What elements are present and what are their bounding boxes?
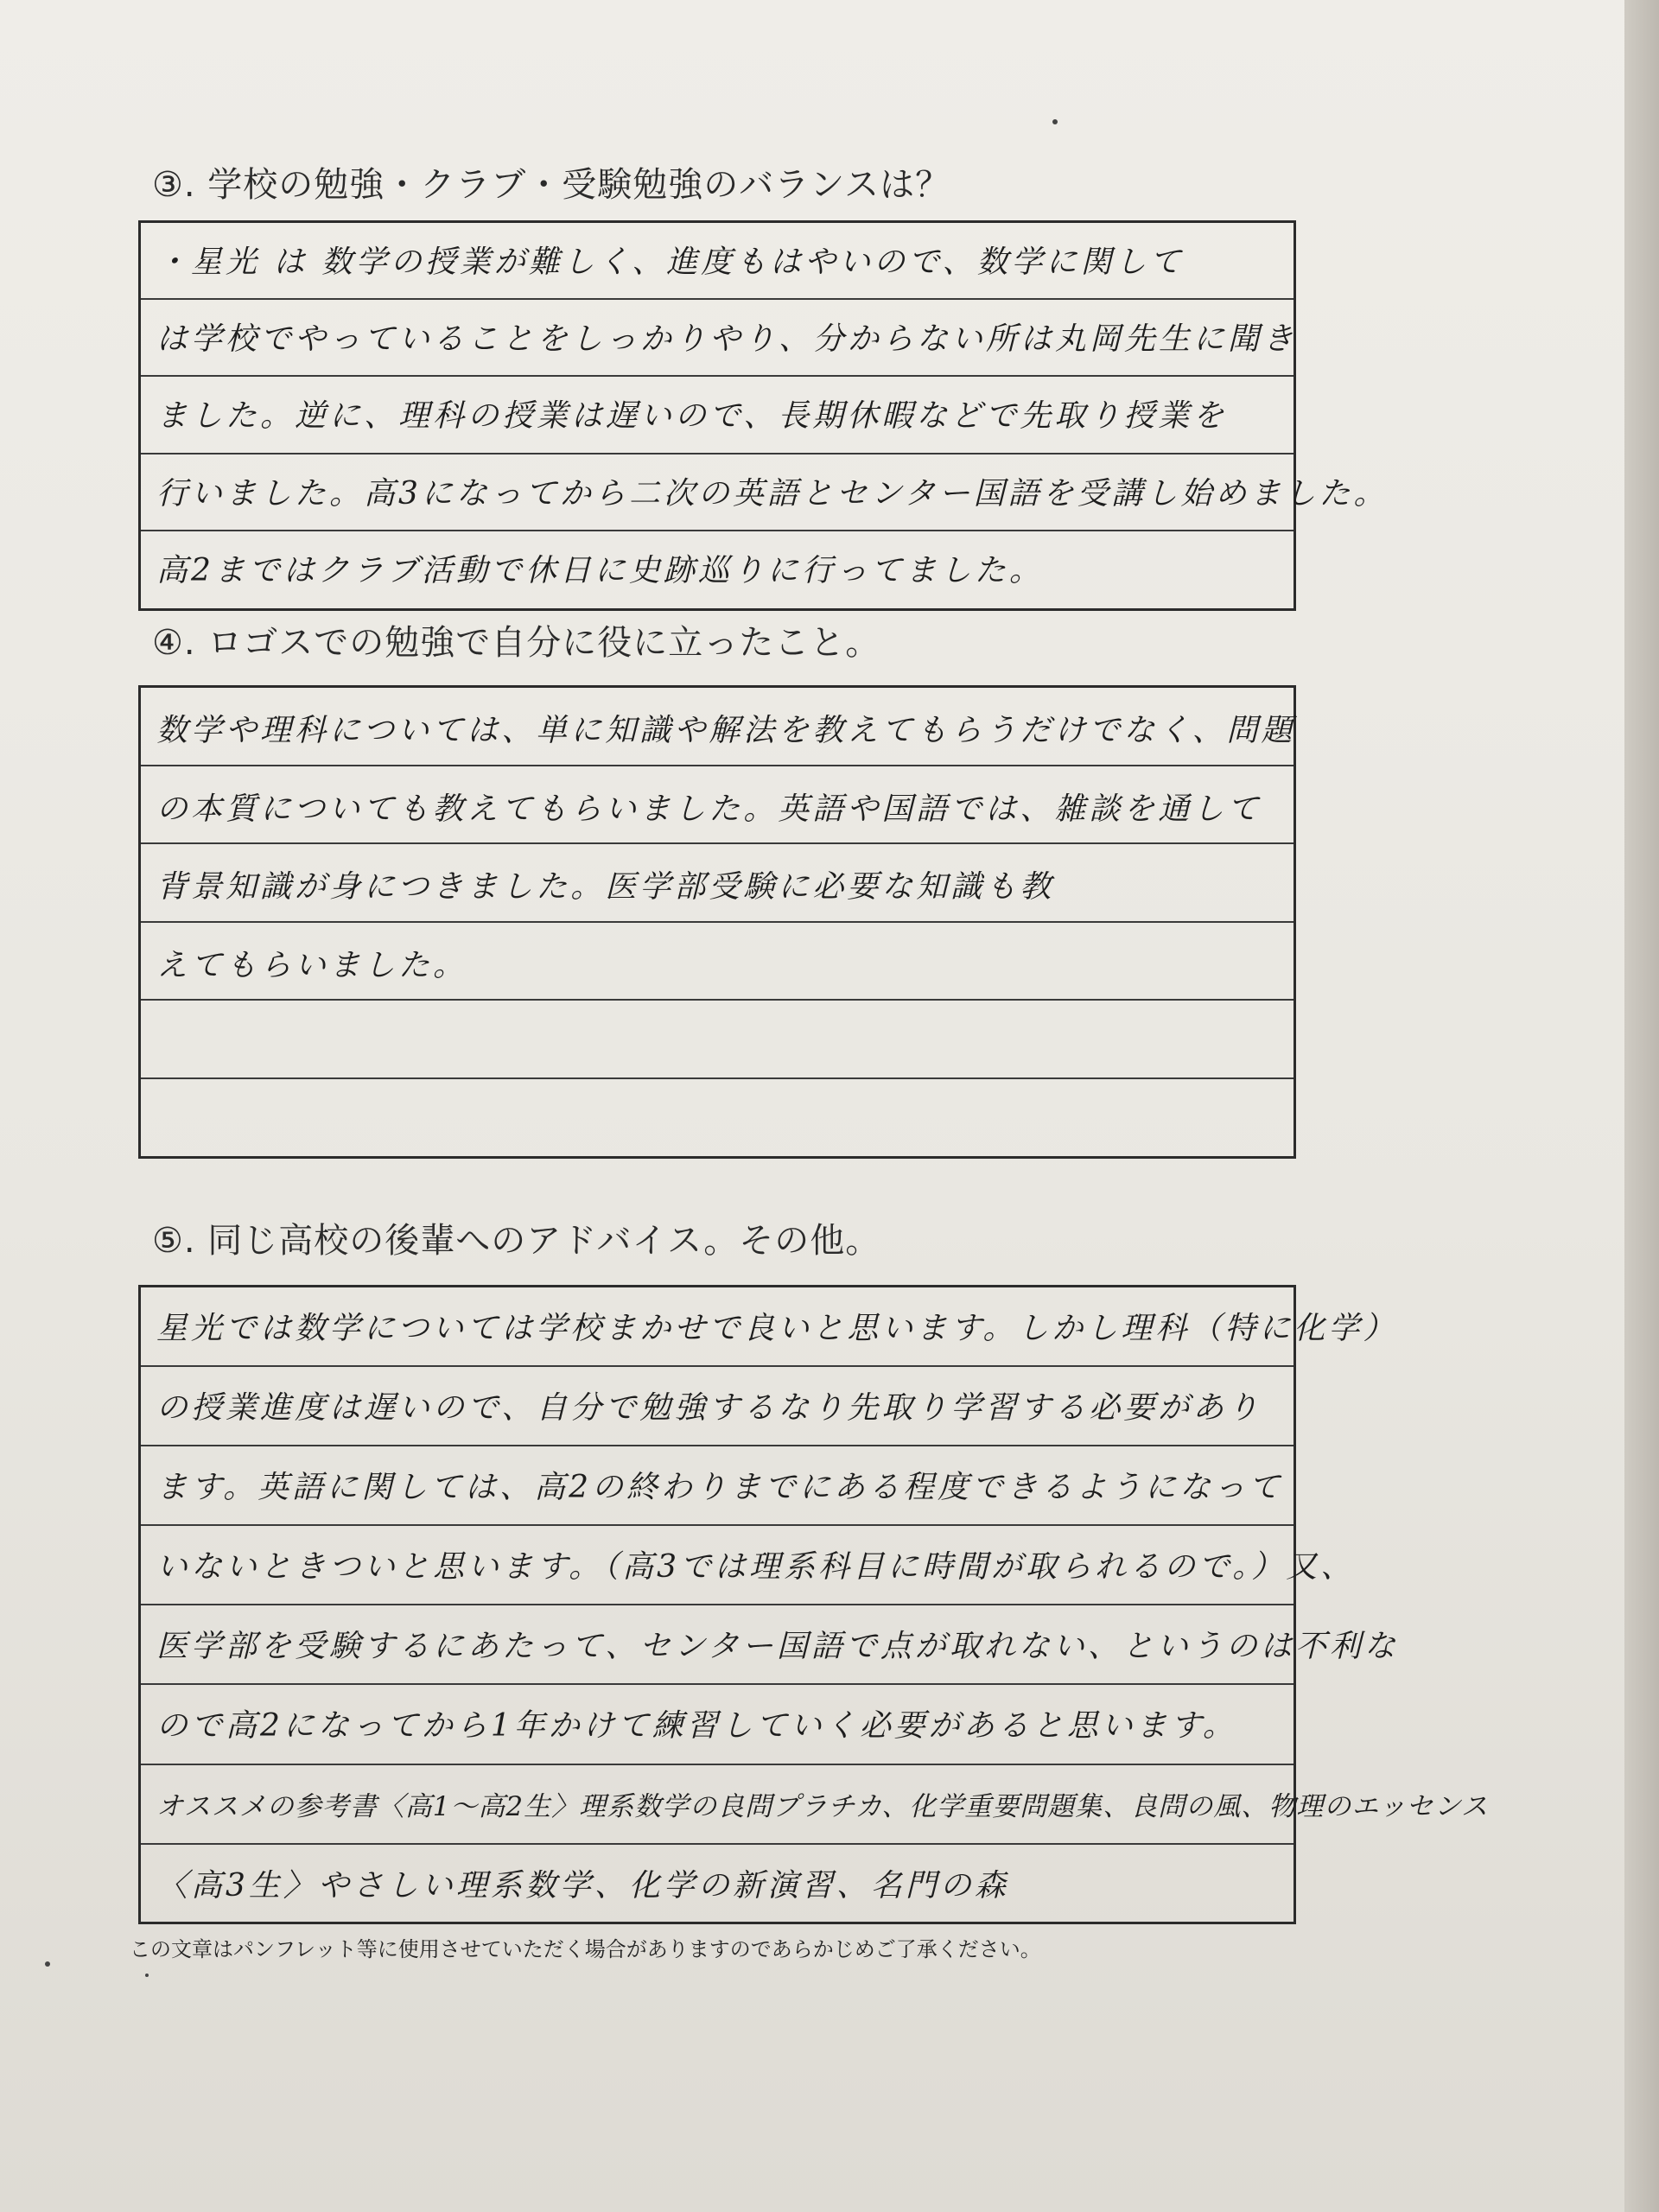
answer-line: 行いました。高3になってから二次の英語とセンター国語を受講し始めました。 xyxy=(141,454,1294,531)
paper-speck xyxy=(45,1961,50,1967)
answer-line: 数学や理科については、単に知識や解法を教えてもらうだけでなく、問題 xyxy=(141,688,1294,766)
answer-line: ・星光 は 数学の授業が難しく、進度もはやいので、数学に関して xyxy=(141,223,1294,300)
paper-speck xyxy=(145,1974,149,1977)
answer-line-empty xyxy=(141,1079,1294,1158)
answer-line: 〈高3生〉やさしい理系数学、化学の新演習、名門の森 xyxy=(156,1867,1009,1904)
answer-line: 高2まではクラブ活動で休日に史跡巡りに行ってました。 xyxy=(156,552,1044,588)
footer-note: この文章はパンフレット等に使用させていただく場合がありますのであらかじめご了承ください。 xyxy=(130,1937,1041,1961)
answer-line: の授業進度は遅いので、自分で勉強するなり先取り学習する必要があり xyxy=(141,1367,1294,1446)
question-4-heading: ④. ロゴスでの勉強で自分に役に立ったこと。 xyxy=(152,623,881,663)
answer-line: オススメの参考書〈高1～高2生〉理系数学の良問プラチカ、化学重要問題集、良問の風、物理のエッセンス xyxy=(141,1765,1294,1845)
answer-box-4 xyxy=(138,685,1296,1159)
paper-edge xyxy=(1624,0,1659,2212)
answer-line: ました。逆に、理科の授業は遅いので、長期休暇などで先取り授業を xyxy=(141,377,1294,454)
answer-box-3 xyxy=(138,220,1389,611)
answer-line: は学校でやっていることをしっかりやり、分からない所は丸岡先生に聞き xyxy=(141,300,1294,377)
answer-line: ます。英語に関しては、高2の終わりまでにある程度できるようになって xyxy=(141,1446,1294,1526)
answer-line: 背景知識が身につきました。医学部受験に必要な知識も教 xyxy=(141,844,1294,923)
answer-line: ので高2になってから1年かけて練習していく必要があると思います。 xyxy=(141,1685,1294,1764)
question-3-heading: ③. 学校の勉強・クラブ・受験勉強のバランスは？ xyxy=(152,165,951,205)
answer-line: 星光では数学については学校まかせで良いと思います。しかし理科（特に化学） xyxy=(141,1287,1294,1367)
answer-line: いないときついと思います。（高3では理系科目に時間が取られるので。）又、 xyxy=(141,1526,1294,1605)
question-5-heading: ⑤. 同じ高校の後輩へのアドバイス。その他。 xyxy=(152,1221,881,1261)
answer-box-5 xyxy=(138,1285,1489,1924)
answer-line: の本質についても教えてもらいました。英語や国語では、雑談を通して xyxy=(141,766,1294,845)
answer-line: 医学部を受験するにあたって、センター国語で点が取れない、というのは不利な xyxy=(141,1605,1294,1685)
answer-line-empty xyxy=(141,1001,1294,1079)
paper-speck xyxy=(1052,119,1058,124)
answer-line: えてもらいました。 xyxy=(141,923,1294,1001)
